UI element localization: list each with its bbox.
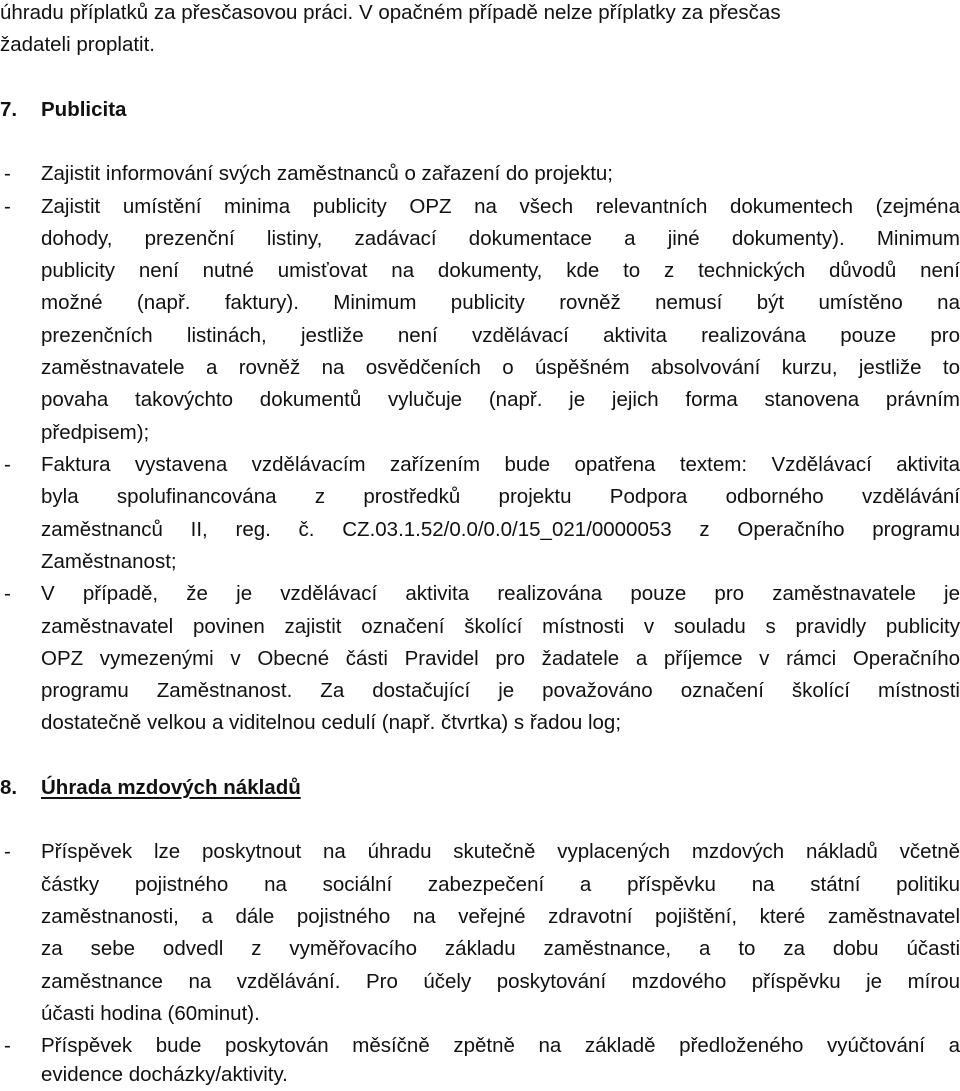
list-item-line: zaměstnavatel povinen zajistit označení školící místnosti v souladu s pravidly publicity xyxy=(41,615,960,638)
bullet-dash: - xyxy=(4,195,11,218)
section-7-heading xyxy=(0,94,300,126)
section-8-title: Úhrada mzdových nákladů xyxy=(41,776,301,799)
list-item-line: povaha takovýchto dokumentů vylučuje (např. je jejich forma stanovena právním xyxy=(41,388,960,411)
list-item-line: Příspěvek lze poskytnout na úhradu skutečně vyplacených mzdových nákladů včetně xyxy=(41,840,960,863)
list-item-line: Zajistit umístění minima publicity OPZ na všech relevantních dokumentech (zejména xyxy=(41,195,960,218)
list-item-line: zaměstnanosti, a dále pojistného na veřejné zdravotní pojištění, které zaměstnavatel xyxy=(41,905,960,928)
bullet-dash: - xyxy=(4,1034,11,1057)
list-item-line: programu Zaměstnanost. Za dostačující je považováno označení školící místnosti xyxy=(41,679,960,702)
section-8-heading xyxy=(0,772,400,804)
bullet-dash: - xyxy=(4,162,11,185)
list-item-line: zaměstnanců II, reg. č. CZ.03.1.52/0.0/0.0/15_021/0000053 z Operačního programu xyxy=(41,518,960,541)
intro-line-1: úhradu příplatků za přesčasovou práci. V opačném případě nelze příplatky za přesčas xyxy=(0,1,781,24)
section-8-number: 8. xyxy=(0,776,18,799)
list-item-line: publicity není nutné umisťovat na dokumenty, kde to z technických důvodů není xyxy=(41,259,960,282)
list-item-line: Příspěvek bude poskytován měsíčně zpětně na základě předloženého vyúčtování a xyxy=(41,1034,960,1057)
list-item-line: dostatečně velkou a viditelnou cedulí (např. čtvrtka) s řadou log; xyxy=(41,711,622,734)
list-item-line: byla spolufinancována z prostředků projektu Podpora odborného vzdělávání xyxy=(41,485,960,508)
list-item-line: Zaměstnanost; xyxy=(41,550,177,573)
list-item-line: OPZ vymezenými v Obecné části Pravidel pro žadatele a příjemce v rámci Operačního xyxy=(41,647,960,670)
bullet-dash: - xyxy=(4,840,11,863)
section-7-title: Publicita xyxy=(41,98,127,121)
bullet-dash: - xyxy=(4,453,11,476)
list-item-line: V případě, že je vzdělávací aktivita realizována pouze pro zaměstnavatele je xyxy=(41,582,960,605)
section-7-number: 7. xyxy=(0,98,18,121)
list-item-line: účasti hodina (60minut). xyxy=(41,1002,260,1025)
list-item-line: evidence docházky/aktivity. xyxy=(41,1063,288,1086)
list-item-line: Faktura vystavena vzdělávacím zařízením bude opatřena textem: Vzdělávací aktivita xyxy=(41,453,960,476)
list-item-line: částky pojistného na sociální zabezpečení a příspěvku na státní politiku xyxy=(41,873,960,896)
list-item-line: zaměstnavatele a rovněž na osvědčeních o úspěšném absolvování kurzu, jestliže to xyxy=(41,356,960,379)
list-item-line: Zajistit informování svých zaměstnanců o zařazení do projektu; xyxy=(41,162,613,185)
list-item-line: prezenčních listinách, jestliže není vzdělávací aktivita realizována pouze pro xyxy=(41,324,960,347)
list-item-line: dohody, prezenční listiny, zadávací dokumentace a jiné dokumenty). Minimum xyxy=(41,227,960,250)
list-item-line: možné (např. faktury). Minimum publicity rovněž nemusí být umístěno na xyxy=(41,291,960,314)
list-item-line: zaměstnance na vzdělávání. Pro účely poskytování mzdového příspěvku je mírou xyxy=(41,970,960,993)
intro-line-2: žadateli proplatit. xyxy=(0,33,155,56)
list-item-line: za sebe odvedl z vyměřovacího základu zaměstnance, a to za dobu účasti xyxy=(41,937,960,960)
bullet-dash: - xyxy=(4,582,11,605)
list-item-line: předpisem); xyxy=(41,421,150,444)
